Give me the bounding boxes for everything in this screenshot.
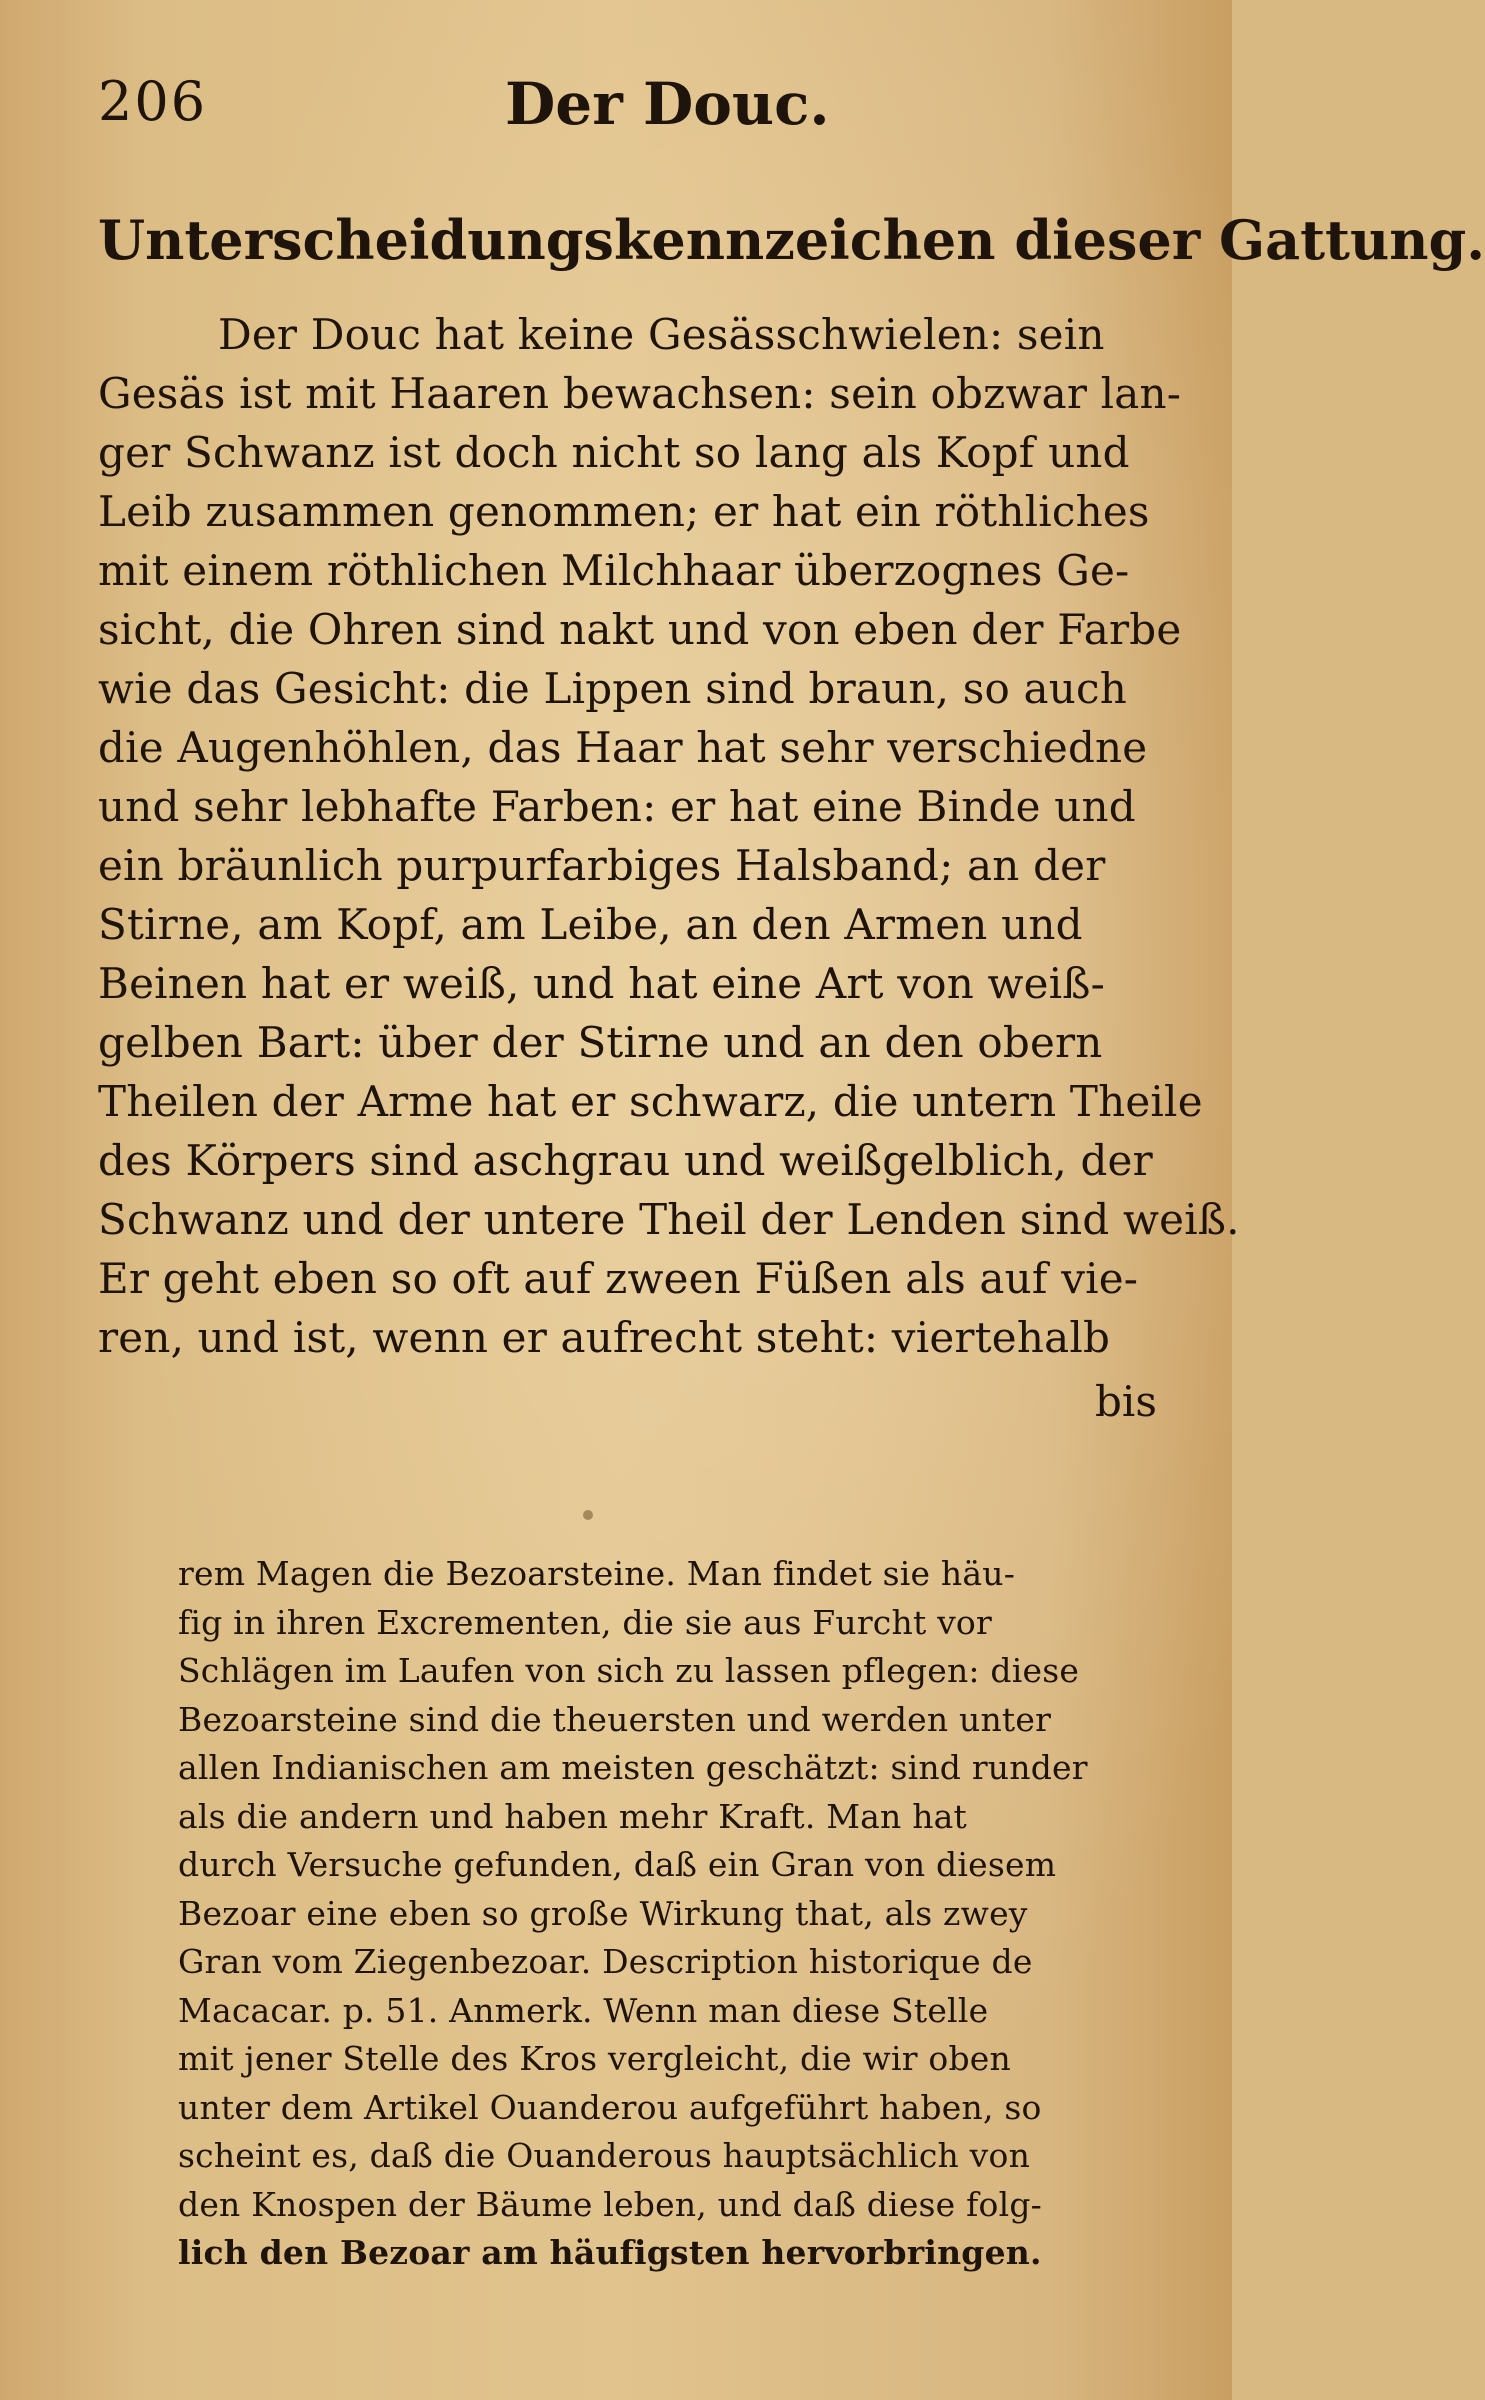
main-text-line: ren, und ist, wenn er aufrecht steht: viertehalb [98, 1313, 1111, 1362]
running-title: Der Douc. [505, 70, 830, 138]
main-text-line: Schwanz und der untere Theil der Lenden sind weiß. [98, 1195, 1240, 1244]
main-text-line: mit einem röthlichen Milchhaar überzognes Ge- [98, 546, 1130, 595]
footnote-line: fig in ihren Excrementen, die sie aus Furcht vor [178, 1602, 992, 1642]
footnote-line: als die andern und haben mehr Kraft. Man hat [178, 1796, 967, 1836]
main-text-line: die Augenhöhlen, das Haar hat sehr verschiedne [98, 723, 1148, 772]
main-text-line: ein bräunlich purpurfarbiges Halsband; an der [98, 841, 1106, 890]
main-text-line: Gesäs ist mit Haaren bewachsen: sein obzwar lan- [98, 369, 1182, 418]
footnote-line: Gran vom Ziegenbezoar. Description historique de [178, 1942, 1033, 1981]
footnote-line: Bezoar eine eben so große Wirkung that, als zwey [178, 1893, 1028, 1933]
main-text-line: ger Schwanz ist doch nicht so lang als Kopf und [98, 428, 1130, 477]
footnote-line: allen Indianischen am meisten geschätzt: sind runder [178, 1748, 1088, 1787]
footnote [178, 1550, 1178, 2278]
main-text-line: des Körpers sind aschgrau und weißgelblich, der [98, 1136, 1153, 1185]
section-heading: Unterscheidungskennzeichen dieser Gattung. [98, 208, 1485, 272]
running-head [0, 70, 1232, 160]
footnote-line: unter dem Artikel Ouanderou aufgeführt haben, so [178, 2087, 1042, 2127]
footnote-line: rem Magen die Bezoarsteine. Man findet sie häu- [178, 1554, 1016, 1593]
main-text-line: gelben Bart: über der Stirne und an den obern [98, 1018, 1103, 1067]
main-text-line: Er geht eben so oft auf zween Füßen als auf vie- [98, 1254, 1139, 1303]
footnote-line: durch Versuche gefunden, daß ein Gran von diesem [178, 1845, 1057, 1884]
footnote-line: lich den Bezoar am häufigsten hervorbringen. [178, 2233, 1042, 2272]
main-text-line: sicht, die Ohren sind nakt und von eben der Farbe [98, 605, 1182, 654]
main-text-line: Der Douc hat keine Gesässchwielen: sein [218, 310, 1105, 359]
main-text-line: Beinen hat er weiß, und hat eine Art von weiß- [98, 959, 1105, 1008]
page-number: 206 [98, 70, 208, 133]
main-text-line: Leib zusammen genommen; er hat ein röthliches [98, 487, 1150, 536]
main-text-line: und sehr lebhafte Farben: er hat eine Binde und [98, 782, 1136, 831]
footnote-line: den Knospen der Bäume leben, und daß diese folg- [178, 2184, 1043, 2224]
footnote-line: mit jener Stelle des Kros vergleicht, die wir oben [178, 2039, 1011, 2078]
catchword: bis [1095, 1377, 1157, 1426]
footnote-line: Schlägen im Laufen von sich zu lassen pflegen: diese [178, 1651, 1080, 1690]
footnote-line: Macacar. p. 51. Anmerk. Wenn man diese Stelle [178, 1990, 989, 2030]
main-text-line: wie das Gesicht: die Lippen sind braun, so auch [98, 664, 1127, 713]
footnote-line: scheint es, daß die Ouanderous hauptsächlich von [178, 2136, 1031, 2175]
main-text [98, 305, 1240, 1367]
main-text-line: Stirne, am Kopf, am Leibe, an den Armen und [98, 900, 1083, 949]
main-text-line: Theilen der Arme hat er schwarz, die untern Theile [98, 1077, 1203, 1126]
ornament-dot [583, 1510, 593, 1520]
footnote-line: Bezoarsteine sind die theuersten und werden unter [178, 1699, 1052, 1739]
